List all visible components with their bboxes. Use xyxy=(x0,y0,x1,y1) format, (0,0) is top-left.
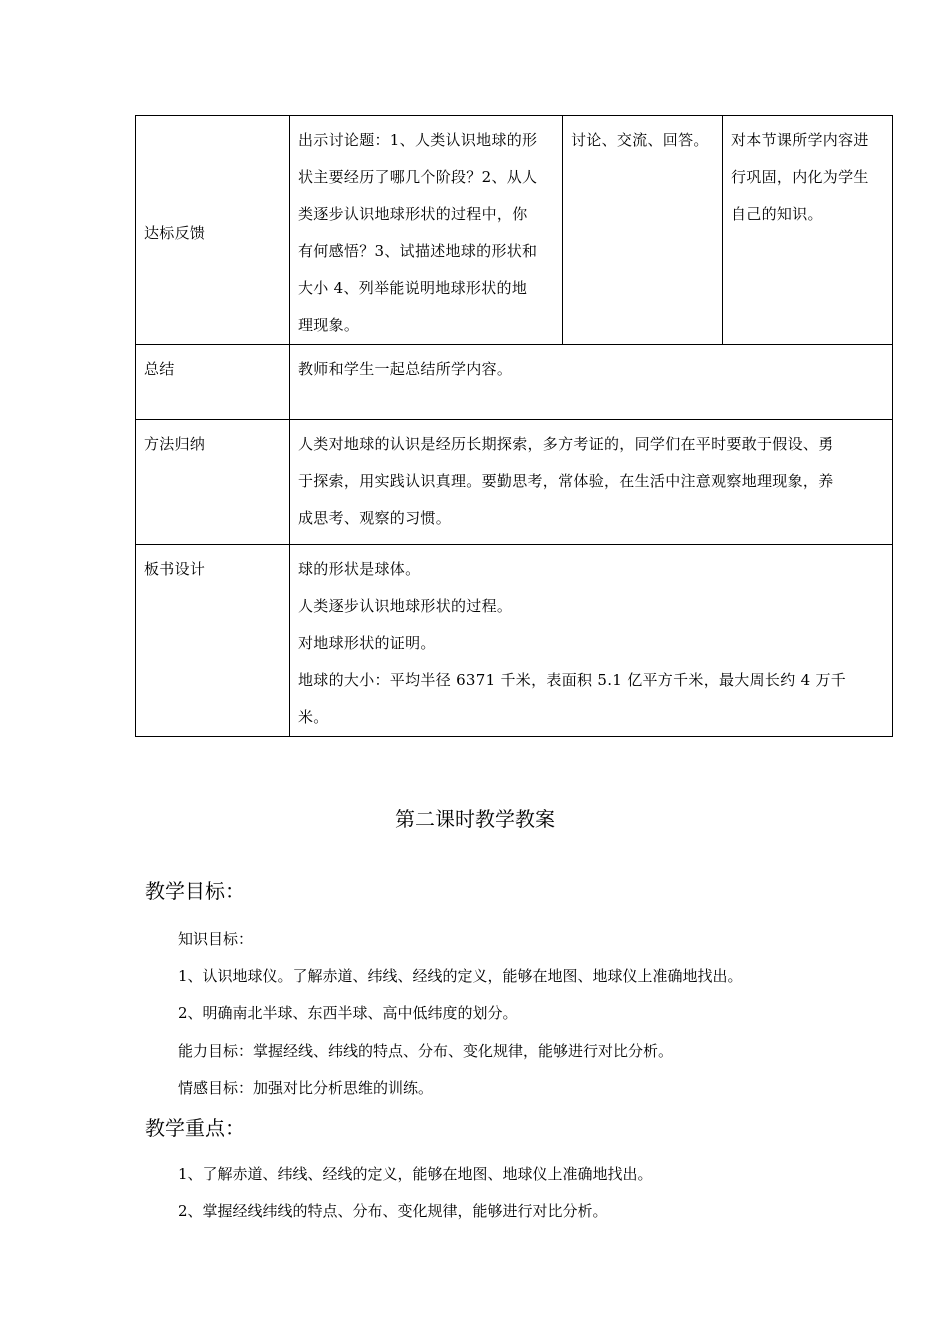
method-content-line: 于探索，用实践认识真理。要勤思考，常体验，在生活中注意观察地理现象，养 xyxy=(298,472,834,490)
key-points-item: 1、了解赤道、纬线、经线的定义，能够在地图、地球仪上准确地找出。 xyxy=(178,1165,653,1183)
lesson-plan-table xyxy=(135,115,893,737)
method-content-line: 成思考、观察的习惯。 xyxy=(298,509,452,527)
objectives-item: 能力目标：掌握经线、纬线的特点、分布、变化规律，能够进行对比分析。 xyxy=(178,1042,674,1060)
feedback-label-cell xyxy=(136,116,290,345)
feedback-label: 达标反馈 xyxy=(144,223,206,242)
summary-content-cell xyxy=(290,345,893,420)
feedback-row xyxy=(136,116,893,345)
feedback-content-line: 大小 4、列举能说明地球形状的地 xyxy=(298,279,528,297)
board-content-line: 地球的大小：平均半径 6371 千米，表面积 5.1 亿平方千米，最大周长约 4 万千 xyxy=(298,671,847,689)
objectives-item: 1、认识地球仪。了解赤道、纬线、经线的定义，能够在地图、地球仪上准确地找出。 xyxy=(178,967,743,985)
objectives-item: 情感目标：加强对比分析思维的训练。 xyxy=(178,1079,434,1097)
summary-row xyxy=(136,345,893,420)
method-row xyxy=(136,420,893,545)
board-label-cell xyxy=(136,545,290,737)
feedback-intent-line: 自己的知识。 xyxy=(731,205,823,223)
feedback-intent-cell xyxy=(723,116,893,345)
method-label-cell xyxy=(136,420,290,545)
objectives-heading: 教学目标： xyxy=(145,879,245,903)
feedback-content-line: 有何感悟？3、试描述地球的形状和 xyxy=(298,242,538,260)
summary-label-cell xyxy=(136,345,290,420)
feedback-intent-line: 对本节课所学内容进 xyxy=(731,131,869,149)
feedback-content-line: 状主要经历了哪几个阶段？2、从人 xyxy=(298,168,538,186)
board-content-line: 米。 xyxy=(298,708,329,726)
objectives-item: 2、明确南北半球、东西半球、高中低纬度的划分。 xyxy=(178,1004,518,1022)
method-content-cell xyxy=(290,420,893,545)
feedback-intent-line: 行巩固，内化为学生 xyxy=(731,168,869,186)
summary-content: 教师和学生一起总结所学内容。 xyxy=(298,360,513,378)
board-content-line: 人类逐步认识地球形状的过程。 xyxy=(298,597,513,615)
second-lesson-title: 第二课时教学教案 xyxy=(395,807,555,831)
board-label: 板书设计 xyxy=(144,560,206,578)
method-content-line: 人类对地球的认识是经历长期探索，多方考证的，同学们在平时要敢于假设、勇 xyxy=(298,435,834,453)
key-points-heading: 教学重点： xyxy=(145,1116,245,1140)
objectives-item: 知识目标： xyxy=(178,930,254,948)
feedback-content-line: 出示讨论题：1、人类认识地球的形 xyxy=(298,131,538,149)
board-content-line: 对地球形状的证明。 xyxy=(298,634,436,652)
board-content-cell xyxy=(290,545,893,737)
feedback-content-line: 理现象。 xyxy=(298,316,360,334)
key-points-item: 2、掌握经线纬线的特点、分布、变化规律，能够进行对比分析。 xyxy=(178,1202,608,1220)
board-content-line: 球的形状是球体。 xyxy=(298,560,421,578)
feedback-activity: 讨论、交流、回答。 xyxy=(571,131,709,149)
board-row xyxy=(136,545,893,737)
feedback-activity-cell xyxy=(563,116,723,345)
feedback-content-line: 类逐步认识地球形状的过程中，你 xyxy=(298,205,528,223)
method-label: 方法归纳 xyxy=(144,435,206,453)
feedback-content-cell xyxy=(290,116,563,345)
summary-label: 总结 xyxy=(144,360,175,378)
